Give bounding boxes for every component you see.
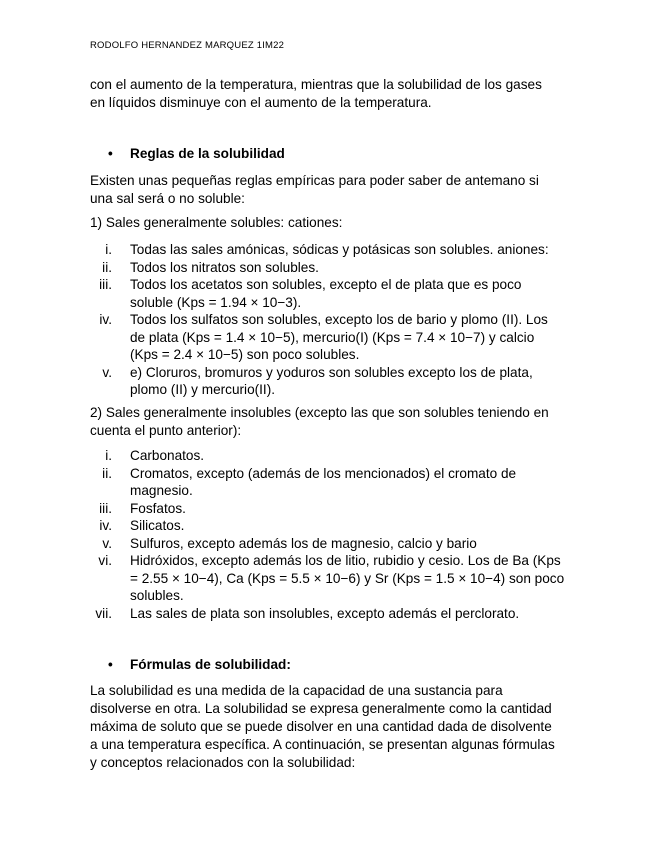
subheading-solubles: 1) Sales generalmente solubles: cationes: bbox=[90, 215, 343, 230]
list-item: vi. Hidróxidos, excepto además los de litio, rubidio y cesio. Los de Ba (Kps = 2.55 × 10−4), Ca (Kps = 5.5 × 10−6) y Sr (Kps = 1.5 × 10−4) son poco solubles. bbox=[98, 553, 565, 603]
intro-paragraph: con el aumento de la temperatura, mientras que la solubilidad de los gases en líquidos disminuye con el aumento de la temperatura. bbox=[90, 77, 542, 110]
bullet-icon: • bbox=[108, 146, 113, 161]
list-item: ii. Todos los nitratos son solubles. bbox=[102, 259, 319, 275]
list-item: iv. Silicatos. bbox=[99, 518, 185, 533]
list-item: v. Sulfuros, excepto además los de magnesio, calcio y bario bbox=[102, 535, 477, 551]
page-header: RODOLFO HERNANDEZ MARQUEZ 1IM22 bbox=[90, 40, 285, 51]
formulas-paragraph: La solubilidad es una medida de la capacidad de una sustancia para disolverse en otra. La solubilidad se expresa generalmente como la cantidad máxima de soluto que se puede disolver en una cantidad dada de disolvente a una temperatura específica. A continuación, se presentan algunas fórmulas y conceptos relacionados con la solubilidad: bbox=[90, 683, 555, 770]
section-heading-reglas bbox=[108, 145, 285, 163]
list-item: v. e) Cloruros, bromuros y yoduros son solubles excepto los de plata, plomo (II) y mercurio(II). bbox=[102, 364, 533, 397]
list-item: i. Todas las sales amónicas, sódicas y potásicas son solubles. aniones: bbox=[105, 242, 549, 257]
soluble-list bbox=[90, 241, 565, 399]
insoluble-list bbox=[90, 447, 565, 622]
section-title: Fórmulas de solubilidad: bbox=[130, 657, 291, 672]
subheading-insolubles: 2) Sales generalmente insolubles (excepto las que son solubles teniendo en cuenta el punto anterior): bbox=[90, 405, 549, 438]
list-item: iv. Todos los sulfatos son solubles, excepto los de bario y plomo (II). Los de plata (Kps = 1.4 × 10−5), mercurio(I) (Kps = 7.4 × 10−7) y calcio (Kps = 2.4 × 10−5) son poco solubles. bbox=[99, 312, 548, 362]
section-title: Reglas de la solubilidad bbox=[130, 146, 285, 161]
list-item: vii. Las sales de plata son insolubles, excepto además el perclorato. bbox=[95, 605, 520, 621]
reglas-paragraph: Existen unas pequeñas reglas empíricas para poder saber de antemano si una sal será o no soluble: bbox=[90, 173, 539, 206]
list-item: iii. Fosfatos. bbox=[99, 500, 186, 516]
list-item: i. Carbonatos. bbox=[105, 448, 205, 463]
list-item: ii. Cromatos, excepto (además de los mencionados) el cromato de magnesio. bbox=[102, 465, 517, 498]
section-heading-formulas bbox=[108, 656, 291, 674]
list-item: iii. Todos los acetatos son solubles, excepto el de plata que es poco soluble (Kps = 1.94 × 10−3). bbox=[99, 277, 522, 310]
bullet-icon: • bbox=[108, 657, 113, 672]
